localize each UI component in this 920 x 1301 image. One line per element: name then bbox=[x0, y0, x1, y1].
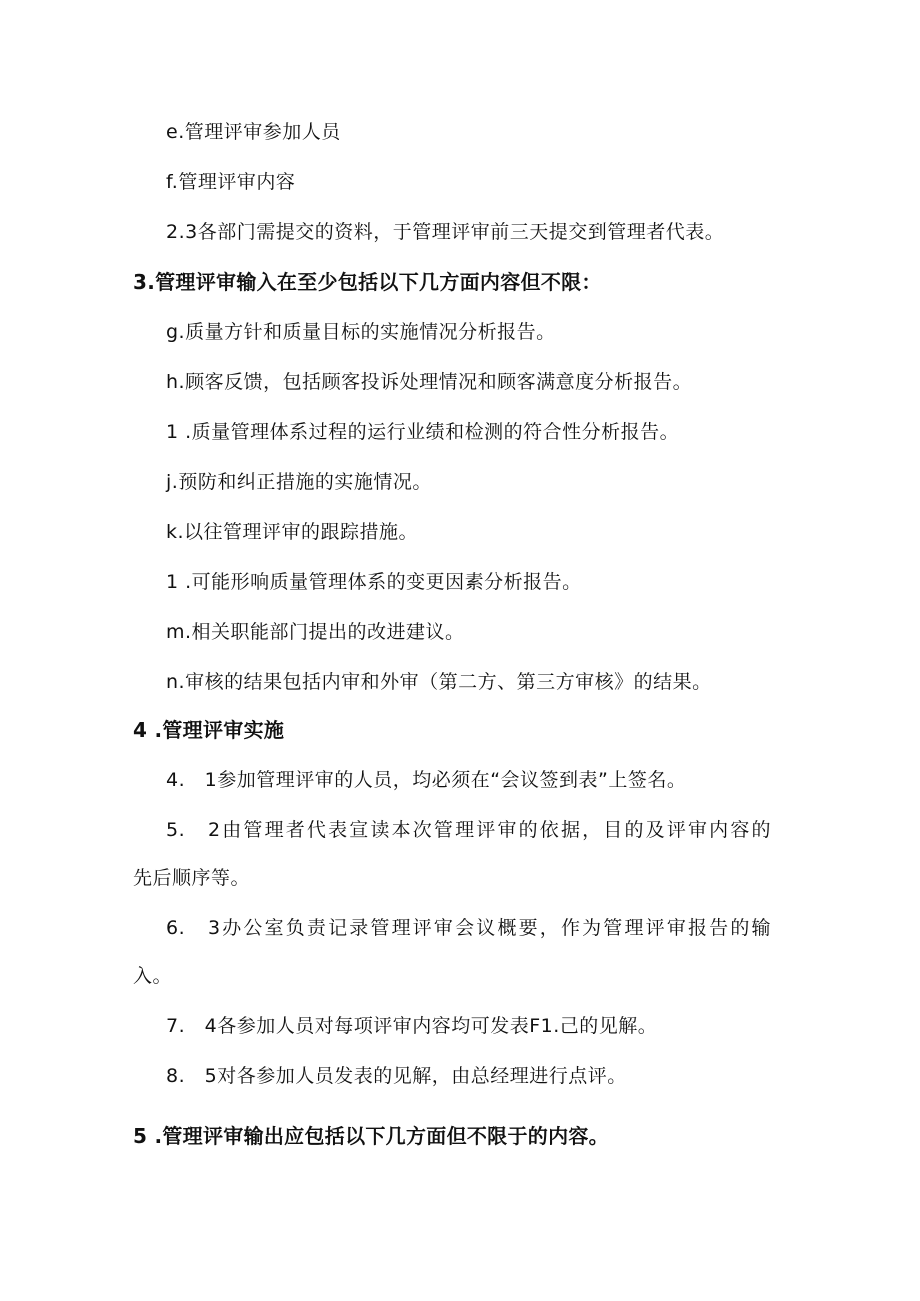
item-h-customer-feedback: h.顾客反馈，包括顾客投诉处理情况和顾客满意度分析报告。 bbox=[166, 371, 693, 393]
item-4-5-comments: 8. 5对各参加人员发表的见解，由总经理进行点评。 bbox=[166, 1065, 627, 1087]
item-4-3-minutes: 6. 3办公室负责记录管理评审会议概要，作为管理评审报告的输 bbox=[166, 917, 771, 939]
section-3-heading: 3.管理评审输入在至少包括以下几方面内容但不限： bbox=[133, 270, 602, 294]
item-4-1-sign-in: 4. 1参加管理评审的人员，均必须在“会议签到表”上签名。 bbox=[166, 769, 687, 791]
section-5-heading: 5 .管理评审输出应包括以下几方面但不限于的内容。 bbox=[133, 1124, 609, 1148]
item-j-corrective-actions: j.预防和纠正措施的实施情况。 bbox=[166, 471, 432, 493]
item-i-process-performance: 1 .质量管理体系过程的运行业绩和检测的符合性分析报告。 bbox=[166, 421, 680, 443]
item-4-3-continuation: 入。 bbox=[133, 965, 173, 987]
item-g-quality-policy: g.质量方针和质量目标的实施情况分析报告。 bbox=[166, 321, 556, 343]
item-4-4-opinions: 7. 4各参加人员对每项评审内容均可发表F1.己的见解。 bbox=[166, 1015, 658, 1037]
item-4-2-reading-basis: 5. 2由管理者代表宣读本次管理评审的依据，目的及评审内容的 bbox=[166, 819, 771, 841]
item-k-followup-actions: k.以往管理评审的跟踪措施。 bbox=[166, 521, 419, 543]
item-m-improvement-suggestions: m.相关职能部门提出的改进建议。 bbox=[166, 621, 465, 643]
section-4-heading: 4 .管理评审实施 bbox=[133, 718, 285, 742]
item-e-participants: e.管理评审参加人员 bbox=[166, 121, 341, 143]
item-4-2-continuation: 先后顺序等。 bbox=[133, 867, 251, 889]
item-n-audit-results: n.审核的结果包括内审和外审（第二方、第三方审核》的结果。 bbox=[166, 671, 712, 693]
item-2-3-submission: 2.3各部门需提交的资料，于管理评审前三天提交到管理者代表。 bbox=[166, 221, 725, 243]
item-l-change-factors: 1 .可能形响质量管理体系的变更因素分析报告。 bbox=[166, 571, 582, 593]
item-f-review-content: f.管理评审内容 bbox=[166, 171, 296, 193]
